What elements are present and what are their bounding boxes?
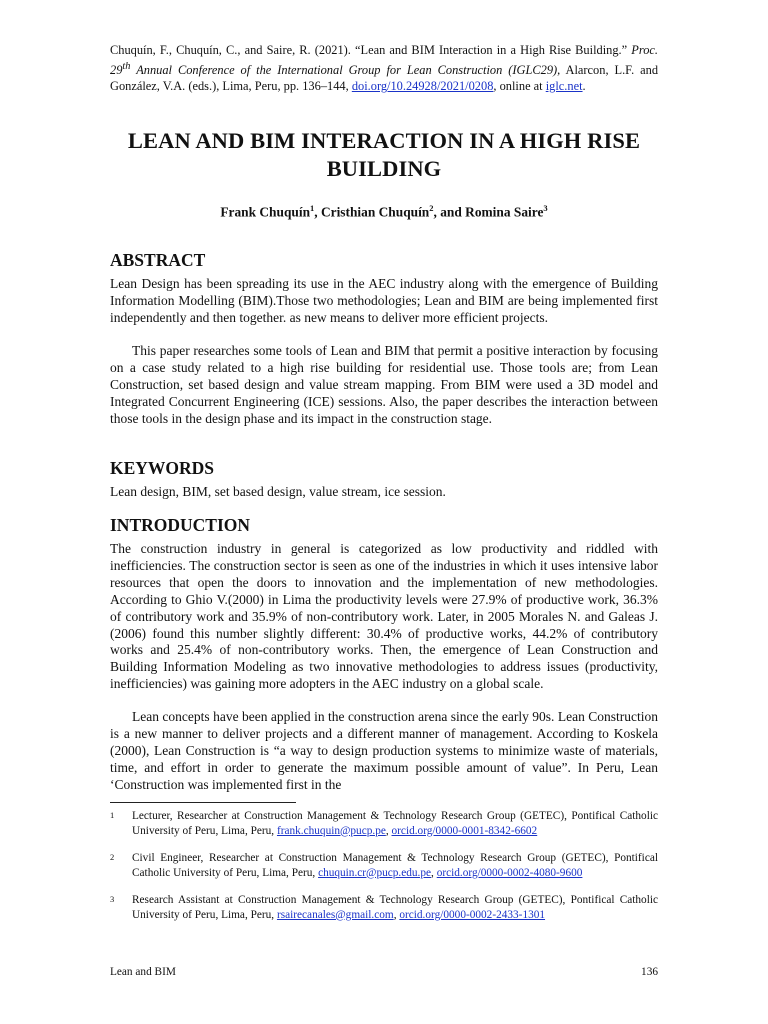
author-name: Frank Chuquín bbox=[220, 204, 311, 220]
footnote-text: Lecturer, Researcher at Construction Management & Technology Research Group (GETEC), Pontifical Catholic University of Peru, Lima, Peru, bbox=[132, 810, 658, 837]
email-link[interactable]: frank.chuquin@pucp.pe bbox=[276, 824, 386, 837]
footnote-number: 2 bbox=[110, 852, 115, 862]
running-footer-title: Lean and BIM bbox=[110, 966, 176, 978]
footnote-separator: , bbox=[385, 824, 392, 837]
footnote-body bbox=[132, 851, 658, 880]
citation-end: . bbox=[582, 79, 586, 94]
footnote-3 bbox=[110, 893, 658, 922]
footnote-2 bbox=[110, 851, 658, 880]
citation-conference: Annual Conference of the International Group for Lean Construction (IGLC29), bbox=[136, 62, 561, 77]
citation-online-text: , online at bbox=[493, 79, 546, 94]
citation-text: Chuquín, F., Chuquín, C., and Saire, R. (2021). “Lean and BIM Interaction in a High Rise Building.” bbox=[110, 43, 632, 57]
email-link[interactable]: chuquin.cr@pucp.edu.pe bbox=[318, 866, 432, 879]
author-affiliation-mark: 1 bbox=[310, 203, 315, 213]
paper-title: LEAN AND BIM INTERACTION IN A HIGH RISE BUILDING bbox=[127, 128, 641, 181]
author-separator: , and bbox=[433, 204, 466, 220]
author-name: Cristhian Chuquín bbox=[320, 204, 430, 220]
page-footer bbox=[110, 966, 658, 978]
author-affiliation-mark: 3 bbox=[543, 203, 548, 213]
footnote-text: Research Assistant at Construction Management & Technology Research Group (GETEC), Pontifical Catholic University of Peru, Lima, Peru, bbox=[132, 894, 658, 921]
footnote-number: 3 bbox=[110, 894, 115, 904]
introduction-paragraph-1: The construction industry in general is categorized as low productivity and riddled with inefficiencies. The construction sector is seen as one of the industries in which it uses intensive labor resources that open the doors to innovation and the implementation of new methodologies. According to Ghio V.(2000) in Lima the productivity levels were 27.9% of productive work, 36.3% of contributory work and 35.9% of non-contributory work. Later, in 2005 Morales N. and Galeas J. (2006) found this number slightly different: 30.4% of productive works, 44.2% of contributory works and 25.4% of non-contributory works. Then, the emergence of Lean Construction and Building Information Modeling as two innovative methodologies to address issues (productivity, inefficiencies) was gaining more adopters in the AEC industry on a global scale. bbox=[110, 541, 658, 692]
citation-proc: Proc. bbox=[631, 43, 658, 57]
footnote-body bbox=[132, 809, 658, 838]
abstract-paragraph-1: Lean Design has been spreading its use in the AEC industry along with the emergence of Building Information Modelling (BIM).Those two methodologies; Lean and BIM are being implemented first independently and then together. as new means to deliver more efficient projects. bbox=[110, 276, 658, 325]
introduction-paragraph-2: Lean concepts have been applied in the construction arena since the early 90s. Lean Construction is a new manner to deliver projects and a different manner of management. According to Koskela (2000), Lean Construction is “a way to design production systems to minimize waste of materials, time, and effort in order to generate the maximum possible amount of value”. In Peru, Lean ‘Construction was implemented first in the bbox=[110, 709, 658, 792]
citation-conference-wrap bbox=[110, 60, 561, 77]
keywords-heading: KEYWORDS bbox=[110, 458, 215, 478]
footnote-separator: , bbox=[393, 908, 400, 921]
footnote-separator: , bbox=[431, 866, 437, 879]
author-name: Romina Saire bbox=[465, 204, 544, 220]
footnote-number: 1 bbox=[110, 810, 115, 820]
orcid-link[interactable]: orcid.org/0000-0001-8342-6602 bbox=[391, 824, 538, 837]
citation-editors: Alarcon, L.F. and González, V.A. (eds.), Lima, Peru, pp. 136–144, bbox=[110, 62, 659, 94]
abstract-paragraph-2: This paper researches some tools of Lean and BIM that permit a positive interaction by focusing on a case study related to a high rise building for residential use. Those tools are; from Lean Construction, set based design and value stream mapping. From BIM were used a 3D model and Integrated Concurrent Engineering (ICE) sessions. Also, the paper describes the interaction between those tools in the design phase and its impact in the construction stage. bbox=[110, 343, 658, 426]
author-list bbox=[110, 203, 658, 220]
author-affiliation-mark: 2 bbox=[429, 203, 434, 213]
footnote-divider bbox=[110, 802, 296, 803]
citation-ordinal-suffix: th bbox=[122, 60, 131, 72]
keywords-text: Lean design, BIM, set based design, value stream, ice session. bbox=[110, 484, 446, 499]
orcid-link[interactable]: orcid.org/0000-0002-4080-9600 bbox=[436, 866, 583, 879]
doi-link[interactable]: doi.org/10.24928/2021/0208 bbox=[351, 79, 494, 94]
page-number: 136 bbox=[641, 966, 658, 978]
footnote-1 bbox=[110, 809, 658, 838]
footnote-body bbox=[132, 893, 658, 922]
iglc-link[interactable]: iglc.net bbox=[545, 79, 583, 94]
abstract-heading: ABSTRACT bbox=[110, 250, 206, 270]
orcid-link[interactable]: orcid.org/0000-0002-2433-1301 bbox=[399, 908, 546, 921]
email-link[interactable]: rsairecanales@gmail.com bbox=[276, 908, 394, 921]
citation-ordinal: 29 bbox=[110, 62, 123, 77]
author-separator: , bbox=[314, 204, 321, 220]
introduction-heading: INTRODUCTION bbox=[110, 515, 251, 535]
paper-page bbox=[110, 0, 658, 1024]
footnote-text: Civil Engineer, Researcher at Construction Management & Technology Research Group (GETEC), Pontifical Catholic University of Peru, Lima, Peru, bbox=[132, 852, 658, 879]
citation-header bbox=[110, 42, 658, 95]
